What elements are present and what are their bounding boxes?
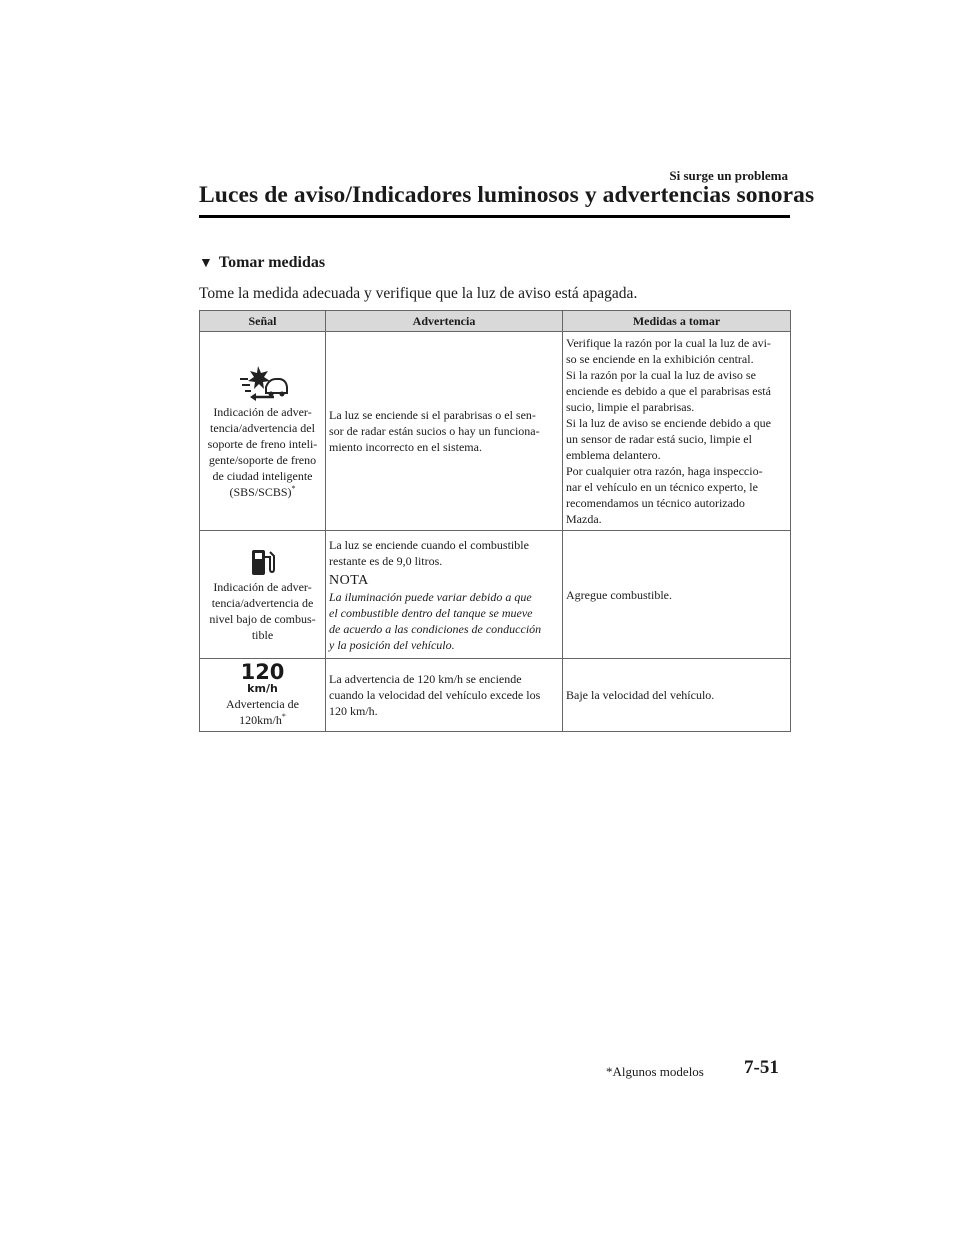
action-text: Verifique la razón por la cual la luz de avi- so se enciende en la exhibición central. Si la razón por la cual la luz de aviso se enciende es debido a que el parabrisas está sucio, limpie el parabrisas. Si la luz de aviso se enciende debido a que un sensor de radar está sucio, limpie el emblema delantero. Por cualquier otra razón, haga inspeccio- nar el vehículo en un técnico experto, le recomendamos un técnico autorizado Mazda. bbox=[566, 336, 771, 526]
nota-text: La iluminación puede variar debido a que el combustible dentro del tanque se mueve de acuerdo a las condiciones de conducción y la posición del vehículo. bbox=[329, 589, 542, 652]
warning-cell bbox=[326, 659, 563, 732]
collision-warning-icon bbox=[236, 362, 290, 402]
table-row bbox=[200, 531, 791, 659]
column-header-action: Medidas a tomar bbox=[563, 311, 791, 332]
signal-label: Indicación de adver- tencia/advertencia de nivel bajo de combus- tible bbox=[209, 579, 316, 642]
fuel-pump-icon bbox=[249, 547, 277, 577]
footnote-mark: * bbox=[291, 484, 296, 493]
nota-heading: NOTA bbox=[329, 572, 369, 588]
action-cell bbox=[563, 332, 791, 531]
signal-cell bbox=[200, 659, 326, 732]
title-divider bbox=[199, 215, 790, 218]
warning-table bbox=[199, 310, 791, 732]
action-cell bbox=[563, 531, 791, 659]
warning-text: La luz se enciende cuando el combustible restante es de 9,0 litros. bbox=[329, 537, 529, 568]
speed-number: 120 bbox=[240, 660, 285, 684]
section-title: Tomar medidas bbox=[218, 254, 326, 271]
table-header-row bbox=[200, 311, 791, 332]
speed-120-icon bbox=[203, 662, 322, 694]
warning-text: La luz se enciende si el parabrisas o el sen- sor de radar están sucios o hay un funciona- miento incorrecto en el sistema. bbox=[329, 408, 540, 454]
warning-text: La advertencia de 120 km/h se enciende cuando la velocidad del vehículo excede los 120 km/h. bbox=[329, 672, 541, 718]
column-header-warning: Advertencia bbox=[326, 311, 563, 332]
column-header-signal: Señal bbox=[200, 311, 326, 332]
triangle-marker-icon: ▼ bbox=[199, 256, 213, 271]
signal-label: Advertencia de 120km/h bbox=[226, 697, 299, 727]
signal-label: Indicación de adver- tencia/advertencia del soporte de freno inteli- gente/soporte de freno de ciudad inteligente (SBS/SCBS) bbox=[207, 405, 318, 499]
action-text: Baje la velocidad del vehículo. bbox=[566, 688, 715, 702]
intro-text: Tome la medida adecuada y verifique que la luz de aviso está apagada. bbox=[199, 285, 638, 302]
signal-cell bbox=[200, 531, 326, 659]
footnote-mark: * bbox=[281, 712, 286, 721]
action-text: Agregue combustible. bbox=[566, 587, 672, 602]
page-number: 7-51 bbox=[744, 1057, 779, 1078]
chapter-title: Si surge un problema bbox=[669, 168, 788, 183]
table-row bbox=[200, 332, 791, 531]
warning-cell bbox=[326, 531, 563, 659]
table-row bbox=[200, 659, 791, 732]
page-title: Luces de aviso/Indicadores luminosos y advertencias sonoras bbox=[199, 182, 815, 208]
section-heading bbox=[199, 254, 325, 272]
footnote: *Algunos modelos bbox=[606, 1064, 704, 1079]
action-cell bbox=[563, 659, 791, 732]
warning-cell bbox=[326, 332, 563, 531]
signal-cell bbox=[200, 332, 326, 531]
speed-unit: km/h bbox=[247, 682, 278, 695]
